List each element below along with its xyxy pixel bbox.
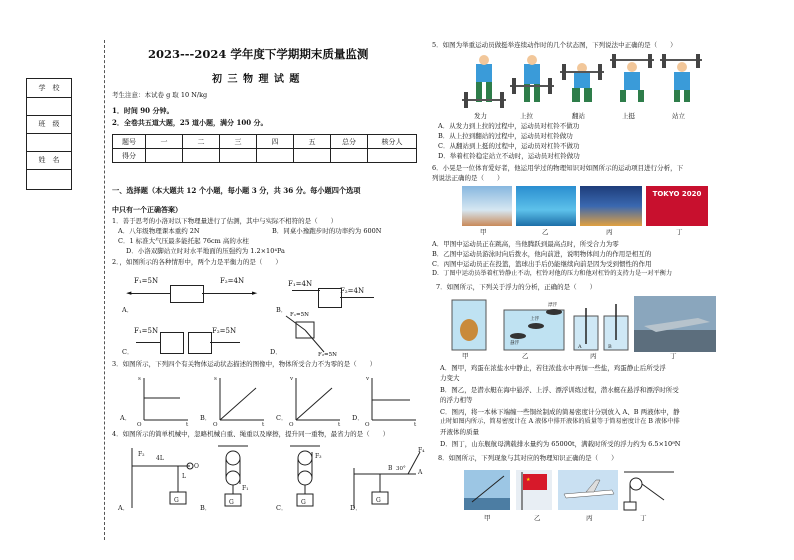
svg-text:上浮: 上浮 [530,317,539,322]
q4-option-a: A． [118,504,130,512]
q1-stem: 1．善于思考的小洛对以下物理量进行了估测，其中与实际不相符的是（ ） [112,217,338,225]
q5-label-1: 发力 [474,112,487,120]
q4-option-d: D． [350,504,362,512]
q6-option-c: C．丙图中运动员正在投篮，篮球出手后仍能继续向前是因为受到惯性的作用 [432,260,652,268]
q7-density-meters [574,304,628,350]
school-label: 学 校 [27,79,71,98]
svg-text:s: s [214,376,217,382]
q8-stem: 8．如图所示，下列现象与其对应的物理知识正确的是（ ） [438,454,618,462]
score-header-cell: 核分人 [368,135,417,149]
svg-text:O: O [365,422,370,426]
name-label: 姓 名 [27,151,71,170]
q5-option-a: A．从发力到上拉的过程中，运动员对杠铃不做功 [438,122,580,130]
q2-a-arrow-left [130,293,170,294]
q4-stem: 4．如图所示的简单机械中，忽略机械自重、绳重以及摩擦，提升同一重物，最省力的是（ ） [112,430,390,438]
arrow-left-icon: ◄ [126,289,132,297]
svg-text:F₂: F₂ [138,451,145,458]
svg-text:G: G [301,499,306,506]
section1-title: 一、选择题（本大题共 12 个小题，每小题 3 分，共 36 分。每小题四个选项 [112,186,361,195]
q6-label-1: 甲 [480,228,487,236]
score-header-cell: 题号 [113,135,146,149]
q8-label-1: 甲 [484,514,491,522]
q3-graph-a [137,376,189,426]
weightlifter-figure-4 [610,54,654,102]
svg-text:t: t [186,422,189,426]
svg-text:O: O [213,422,218,426]
svg-text:G: G [229,499,234,506]
q6-label-2: 乙 [542,228,549,236]
score-cell[interactable] [294,149,331,163]
weightlifter-figure-3 [560,63,604,102]
score-cell[interactable] [368,149,417,163]
q5-option-c: C．从翻站到上挺的过程中，运动员对杠铃不做功 [438,142,580,150]
weightlifter-figure-5 [660,54,702,102]
q2-c-f2: F₂=5N [212,327,237,335]
score-header-cell: 一 [146,135,183,149]
q4-lever-a [132,448,199,508]
q6-photo-basketball [580,186,642,226]
q4-option-c: C． [276,504,288,512]
score-header-cell: 二 [183,135,220,149]
q3-option-d: D． [352,414,364,422]
q8-figures [464,470,684,514]
q7-label-1: 甲 [462,352,469,360]
score-row-label: 得分 [113,149,146,163]
q2-b-arrow-right [340,297,374,298]
q7-beaker-egg [452,300,486,350]
q2-a-block [170,285,204,303]
q2-option-a: A． [122,306,134,314]
score-header-row [113,135,417,149]
q5-option-b: B．从上拉到翻站的过程中，运动员对杠铃做功 [438,132,573,140]
score-cell[interactable] [183,149,220,163]
q8-photo-fishing [464,470,510,510]
q7-option-d1: D．图丁，山东舰航母满载排水量约为 65000t，满载时所受的浮力约为 6.5×10⁸N [440,440,681,448]
q2-option-c: C． [122,348,134,356]
q3-option-a: A． [120,414,132,422]
q5-label-2: 上拉 [520,112,533,120]
q2-c-block-left [160,332,184,354]
weightlifter-figure-1 [462,55,506,108]
q1-option-b: B．同桌小豫跑步时的功率约为 600N [272,227,382,235]
q8-label-4: 丁 [640,514,647,522]
svg-text:t: t [414,422,417,426]
q6-photo-weightlifting [646,186,708,226]
score-header-cell: 总分 [331,135,368,149]
q5-option-d: D．举着杠铃稳定站立不动时，运动员对杠铃做功 [438,152,580,160]
section1-title-cont: 中只有一个正确答案） [112,205,182,214]
q3-option-b: B． [200,414,212,422]
svg-text:A: A [418,469,423,476]
q6-option-d: D．丁图中运动员举着杠铃静止不动，杠铃对他的压力和他对杠铃的支持力是一对平衡力 [432,270,673,277]
student-info-box [26,78,72,190]
q2-option-d: D． [270,348,282,356]
q7-option-a2: 力变大 [440,374,460,382]
q2-c-f1: F₁=5N [134,327,159,335]
q2-b-f1: F₁=4N [288,280,313,288]
exam-subtitle: 初 三 物 理 试 题 [212,74,301,85]
weightlifter-figure-2 [510,55,554,102]
arrow-right-icon: ► [252,289,258,297]
q6-stem: 6．小晃是一位体育爱好者，他运用学过的物理知识对如图所示的运动项目进行分析，下 [432,164,684,172]
q2-a-f1: F₁=5N [134,277,159,285]
svg-text:G: G [376,497,381,504]
q5-stem: 5．如图为举重运动员做挺举连续动作时的几个状态图，下列说法中正确的是（ ） [432,41,677,49]
svg-text:F₃: F₃ [315,453,322,460]
q2-d-f1: F₁=5N [290,312,309,318]
q7-label-3: 丙 [590,352,597,360]
q5-label-4: 上挺 [622,112,635,120]
q1-option-c: C．1 标准大气压最多能托起 76cm 高的水柱 [118,237,249,245]
q7-option-b2: 的浮力相等 [440,396,473,404]
q2-d-diagram [278,308,348,358]
q2-c-arrow-left [136,342,160,343]
q4-option-b: B． [200,504,212,512]
score-header-cell: 五 [294,135,331,149]
svg-text:4L: 4L [156,455,164,462]
q6-photo-swimming [516,186,576,226]
score-cell[interactable] [220,149,257,163]
q3-graph-b [213,376,265,426]
svg-text:F₁: F₁ [242,485,249,492]
q3-graph-c [289,376,341,426]
note-g: 考生注意：本试卷 g 取 10 N/kg [112,91,208,99]
q2-option-b: B． [276,306,288,314]
q2-b-f2: F₂=4N [340,287,365,295]
q6-stem-cont: 列说法正确的是（ ） [432,174,504,182]
q7-option-c1: C．图丙，将一本林下端缠一些铜丝制成的简易密度计分别放入 A、B 两液体中，静 [440,408,680,416]
q2-stem: 2．，如图所示的各种情形中，两个力是平衡力的是（ ） [112,258,282,266]
q4-pulley-b [218,446,249,506]
q7-option-b1: B．图乙，是潜水艇在海中悬浮、上浮、漂浮训练过程，潜水艇在悬浮和漂浮时所受 [440,386,679,394]
svg-text:30°: 30° [396,466,406,472]
q7-option-c3: 开液体的质量 [440,428,479,436]
q8-label-3: 丙 [586,514,593,522]
svg-text:t: t [262,422,265,426]
q6-photo-highjump [462,186,512,226]
svg-text:O: O [137,422,142,426]
q6-option-b: B．乙图中运动员游泳时向后拨水，他向前进，说明物体间力的作用是相互的 [432,250,652,258]
q3-option-c: C． [276,414,288,422]
q7-label-4: 丁 [670,352,677,360]
q5-label-3: 翻站 [572,112,585,120]
q7-figures [448,296,718,356]
q7-submarine-tank [504,301,564,350]
score-cell[interactable] [146,149,183,163]
q2-a-arrow-right [202,293,254,294]
q8-photo-airplane [558,470,618,510]
svg-text:O: O [194,463,199,470]
svg-text:O: O [289,422,294,426]
tokyo-2020-banner: TOKYO 2020 [652,190,702,198]
q3-graph-d [365,376,417,426]
score-header-cell: 四 [257,135,294,149]
score-cell[interactable] [257,149,294,163]
q2-c-block-right [188,332,212,354]
q7-stem: 7．如图所示，下列关于浮力的分析，正确的是（ ） [436,283,597,291]
q3-stem: 3．如图所示，下列四个有关物体运动状态描述的图像中，物体所受合力不为零的是（ ） [112,360,377,368]
q1-option-a: A．八年级物理课本重约 2N [118,227,200,235]
q8-photo-flag [516,470,552,510]
svg-text:F₄: F₄ [418,447,425,454]
q2-b-block [318,288,342,308]
svg-text:t: t [338,422,341,426]
q6-label-4: 丁 [676,228,683,236]
q2-d-f2: F₂=5N [318,352,337,358]
svg-text:B: B [388,465,393,472]
svg-text:v: v [290,376,294,382]
q5-weightlifter-figures [462,54,702,114]
svg-text:G: G [174,497,179,504]
q2-b-arrow-left [292,290,320,291]
q6-label-3: 丙 [606,228,613,236]
svg-text:悬浮: 悬浮 [510,341,519,346]
note-structure: 2．全卷共五道大题，25 道小题，满分 100 分。 [112,118,268,127]
score-table [112,134,417,163]
q8-pulley-diagram [624,472,674,510]
score-cell[interactable] [331,149,368,163]
q4-diagrams [118,444,428,514]
q4-lever-d [354,447,425,508]
flag-star-icon: ★ [526,477,531,483]
q6-option-a: A．甲图中运动员正在跳高，当他腾跃到最高点时，所受合力为零 [432,240,619,248]
svg-text:v: v [366,376,370,382]
q2-a-f2: F₂=4N [220,277,245,285]
svg-text:L: L [182,473,186,480]
q7-carrier-photo [634,296,716,352]
exam-title: 2023---2024 学年度下学期期末质量监测 [148,47,369,61]
q2-c-arrow-right [210,342,240,343]
q4-pulley-c [290,446,322,506]
q8-label-2: 乙 [534,514,541,522]
q7-option-c2: 止时如图内所示，简易密度计在 A 液体中排开液体的质量等于简易密度计在 B 液体中排 [440,418,680,425]
q7-option-a1: A．图甲，鸡蛋在浓盐水中静止，若往浓盐水中再加一些盐，鸡蛋静止后所受浮 [440,364,666,372]
q7-label-2: 乙 [522,352,529,360]
q5-label-5: 站立 [672,112,685,120]
score-header-cell: 三 [220,135,257,149]
class-label: 班 级 [27,115,71,134]
q1-option-d: D．小洛双脚站立时对水平地面的压强约为 1.2×10⁴Pa [126,247,285,255]
svg-text:A: A [578,344,582,350]
note-time: 1．时间 90 分钟。 [112,106,174,115]
svg-text:s: s [138,376,141,382]
svg-text:B: B [608,344,612,350]
score-value-row [113,149,417,163]
binding-line [104,40,105,540]
svg-text:漂浮: 漂浮 [548,303,557,308]
